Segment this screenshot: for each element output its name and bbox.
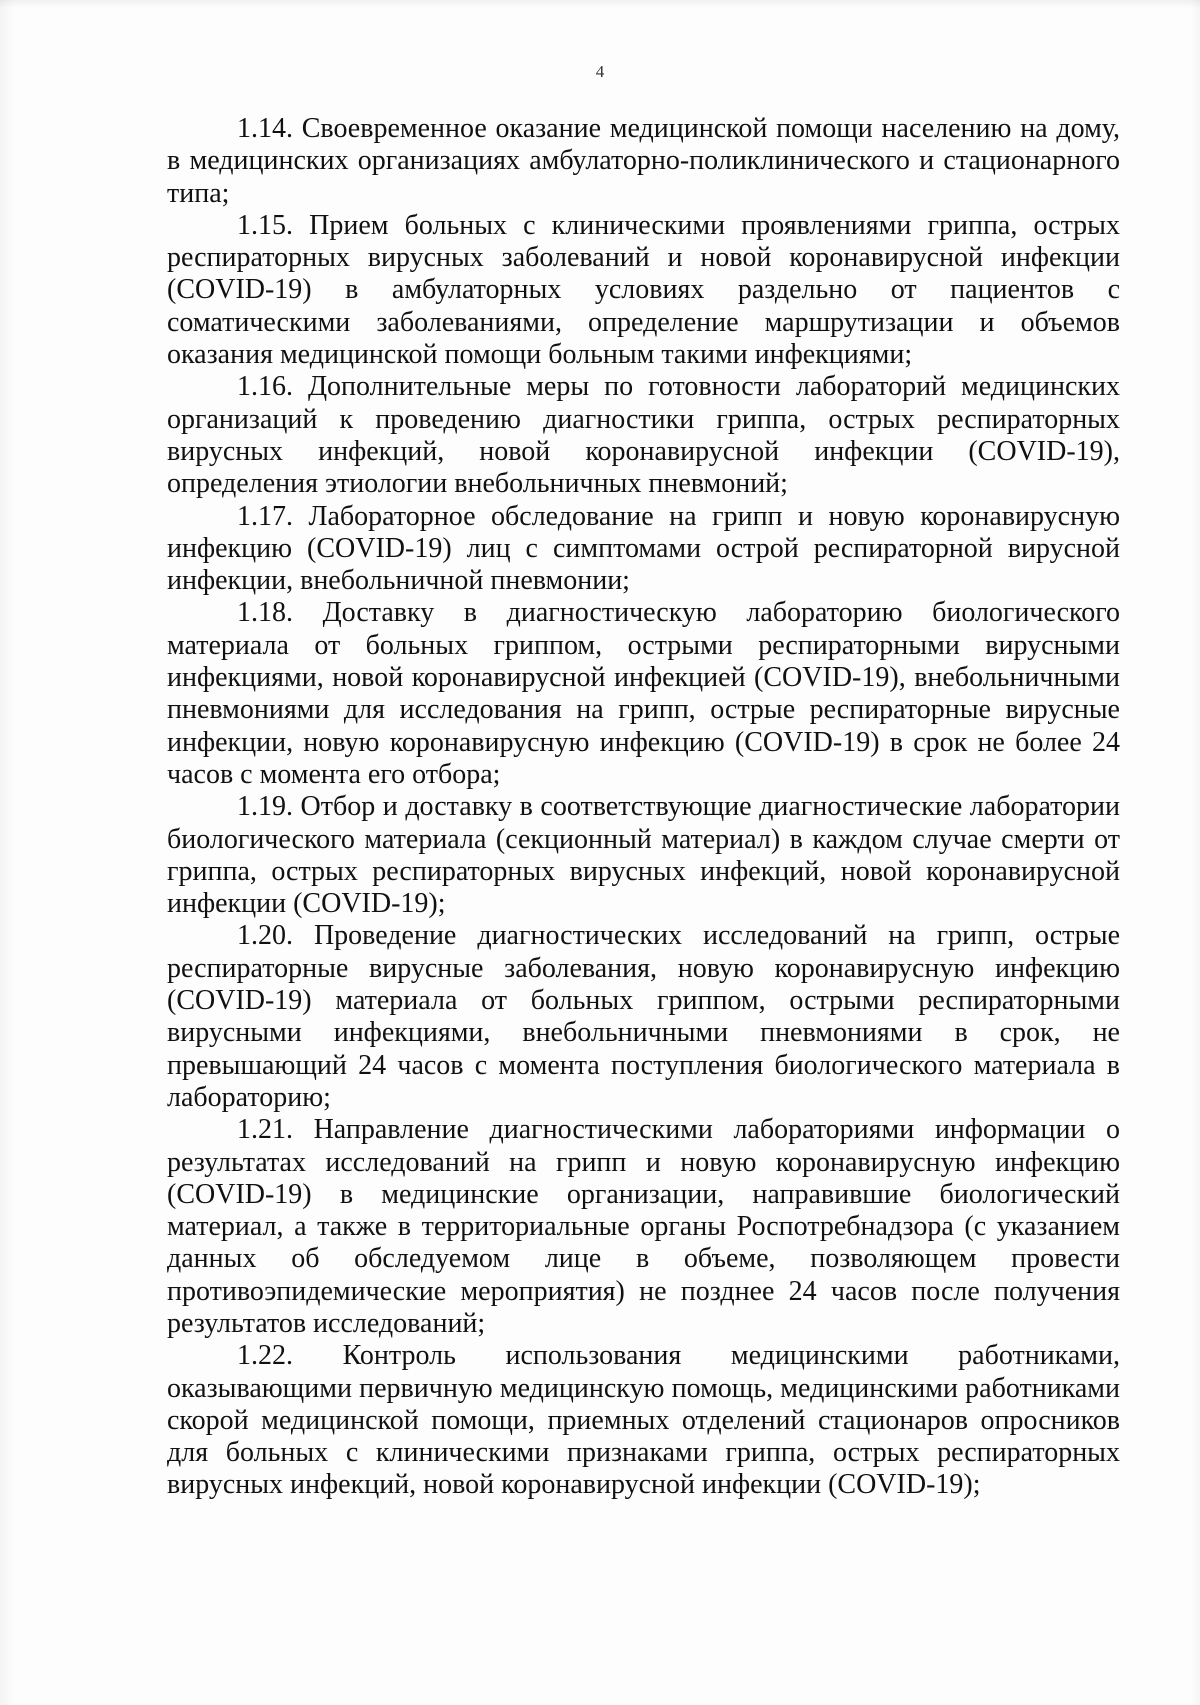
paragraph-1-15: 1.15. Прием больных с клиническими проявлениями гриппа, острых респираторных вирусных заболеваний и новой коронавирусной инфекции (COVID-19) в амбулаторных условиях раздельно от пациентов с соматическими заболеваниями, определение маршрутизации и объемов оказания медицинской помощи больным такими инфекциями; [167, 209, 1120, 371]
paragraph-1-18: 1.18. Доставку в диагностическую лабораторию биологического материала от больных гриппом, острыми респираторными вирусными инфекциями, новой коронавирусной инфекцией (COVID-19), внебольничными пневмониями для исследования на грипп, острые респираторные вирусные инфекции, новую коронавирусную инфекцию (COVID-19) в срок не более 24 часов с момента его отбора; [167, 597, 1120, 790]
paragraph-1-20: 1.20. Проведение диагностических исследований на грипп, острые респираторные вирусные заболевания, новую коронавирусную инфекцию (COVID-19) материала от больных гриппом, острыми респираторными вирусными инфекциями, внебольничными пневмониями в срок, не превышающий 24 часов с момента поступления биологического материала в лабораторию; [167, 920, 1120, 1113]
paragraph-1-22: 1.22. Контроль использования медицинскими работниками, оказывающими первичную медицинскую помощь, медицинскими работниками скорой медицинской помощи, приемных отделений стационаров опросников для больных с клиническими признаками гриппа, острых респираторных вирусных инфекций, новой коронавирусной инфекции (COVID-19); [167, 1340, 1120, 1501]
paragraph-1-16: 1.16. Дополнительные меры по готовности лабораторий медицинских организаций к проведению диагностики гриппа, острых респираторных вирусных инфекций, новой коронавирусной инфекции (COVID-19), определения этиологии внебольничных пневмоний; [167, 371, 1120, 500]
paragraph-1-14: 1.14. Своевременное оказание медицинской помощи населению на дому, в медицинских организациях амбулаторно-поликлинического и стационарного типа; [167, 113, 1120, 209]
paragraph-1-21: 1.21. Направление диагностическими лабораториями информации о результатах исследований на грипп и новую коронавирусную инфекцию (COVID-19) в медицинские организации, направившие биологический материал, а также в территориальные органы Роспотребнадзора (с указанием данных об обследуемом лице в объеме, позволяющем провести противоэпидемические мероприятия) не позднее 24 часов после получения результатов исследований; [167, 1114, 1120, 1339]
page-number: 4 [595, 62, 605, 81]
paragraph-1-17: 1.17. Лабораторное обследование на грипп и новую коронавирусную инфекцию (COVID-19) лиц с симптомами острой респираторной вирусной инфекции, внебольничной пневмонии; [167, 500, 1120, 597]
document-body [167, 113, 1120, 1502]
paragraph-1-19: 1.19. Отбор и доставку в соответствующие диагностические лаборатории биологического материала (секционный материал) в каждом случае смерти от гриппа, острых респираторных вирусных инфекций, новой коронавирусной инфекции (COVID-19); [167, 791, 1120, 920]
